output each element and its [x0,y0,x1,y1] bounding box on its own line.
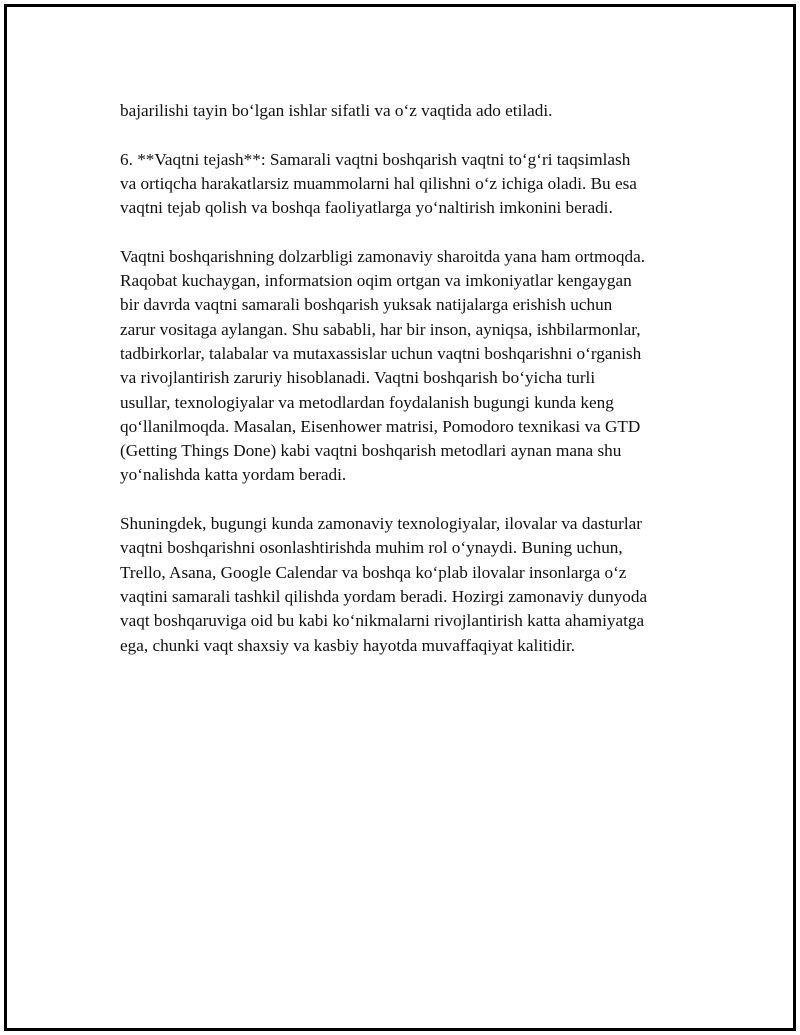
paragraph-continuation: bajarilishi tayin bo‘lgan ishlar sifatli va o‘z vaqtida ado etiladi. [120,101,553,120]
paragraph-texnologiyalar: Shuningdek, bugungi kunda zamonaviy texnologiyalar, ilovalar va dasturlar vaqtni boshqarishni osonlashtirishda muhim rol o‘ynaydi. Buning uchun, Trello, Asana, Google Calendar va boshqa ko‘plab ilovalar insonlarga o‘z vaqtini samarali tashkil qilishda yordam beradi. Hozirgi zamonaviy dunyoda vaqt boshqaruviga oid bu kabi ko‘nikmalarni rivojlantirish katta ahamiyatga ega, chunki vaqt shaxsiy va kasbiy hayotda muvaffaqiyat kalitidir. [120,514,648,655]
page-border [4,4,796,1031]
document-body [120,99,710,658]
paragraph-vaqtni-tejash: 6. **Vaqtni tejash**: Samarali vaqtni boshqarish vaqtni to‘g‘ri taqsimlash va ortiqcha harakatlarsiz muammolarni hal qilishni o‘z ichiga oladi. Bu esa vaqtni tejab qolish va boshqa faoliyatlarga yo‘naltirish imkonini beradi. [120,149,637,218]
paragraph-dolzarblik: Vaqtni boshqarishning dolzarbligi zamonaviy sharoitda yana ham ortmoqda. Raqobat kuchaygan, informatsion oqim ortgan va imkoniyatlar kengaygan bir davrda vaqtni samarali boshqarish yuksak natijalarga erishish uchun zarur vositaga aylangan. Shu sababli, har bir inson, ayniqsa, ishbilarmonlar, tadbirkorlar, talabalar va mutaxassislar uchun vaqtni boshqarishni o‘rganish va rivojlantirish zaruriy hisoblanadi. Vaqtni boshqarish bo‘yicha turli usullar, texnologiyalar va metodlardan foydalanish bugungi kunda keng qo‘llanilmoqda. Masalan, Eisenhower matrisi, Pomodoro texnikasi va GTD (Getting Things Done) kabi vaqtni boshqarish metodlari aynan mana shu yo‘nalishda katta yordam beradi. [120,246,646,485]
